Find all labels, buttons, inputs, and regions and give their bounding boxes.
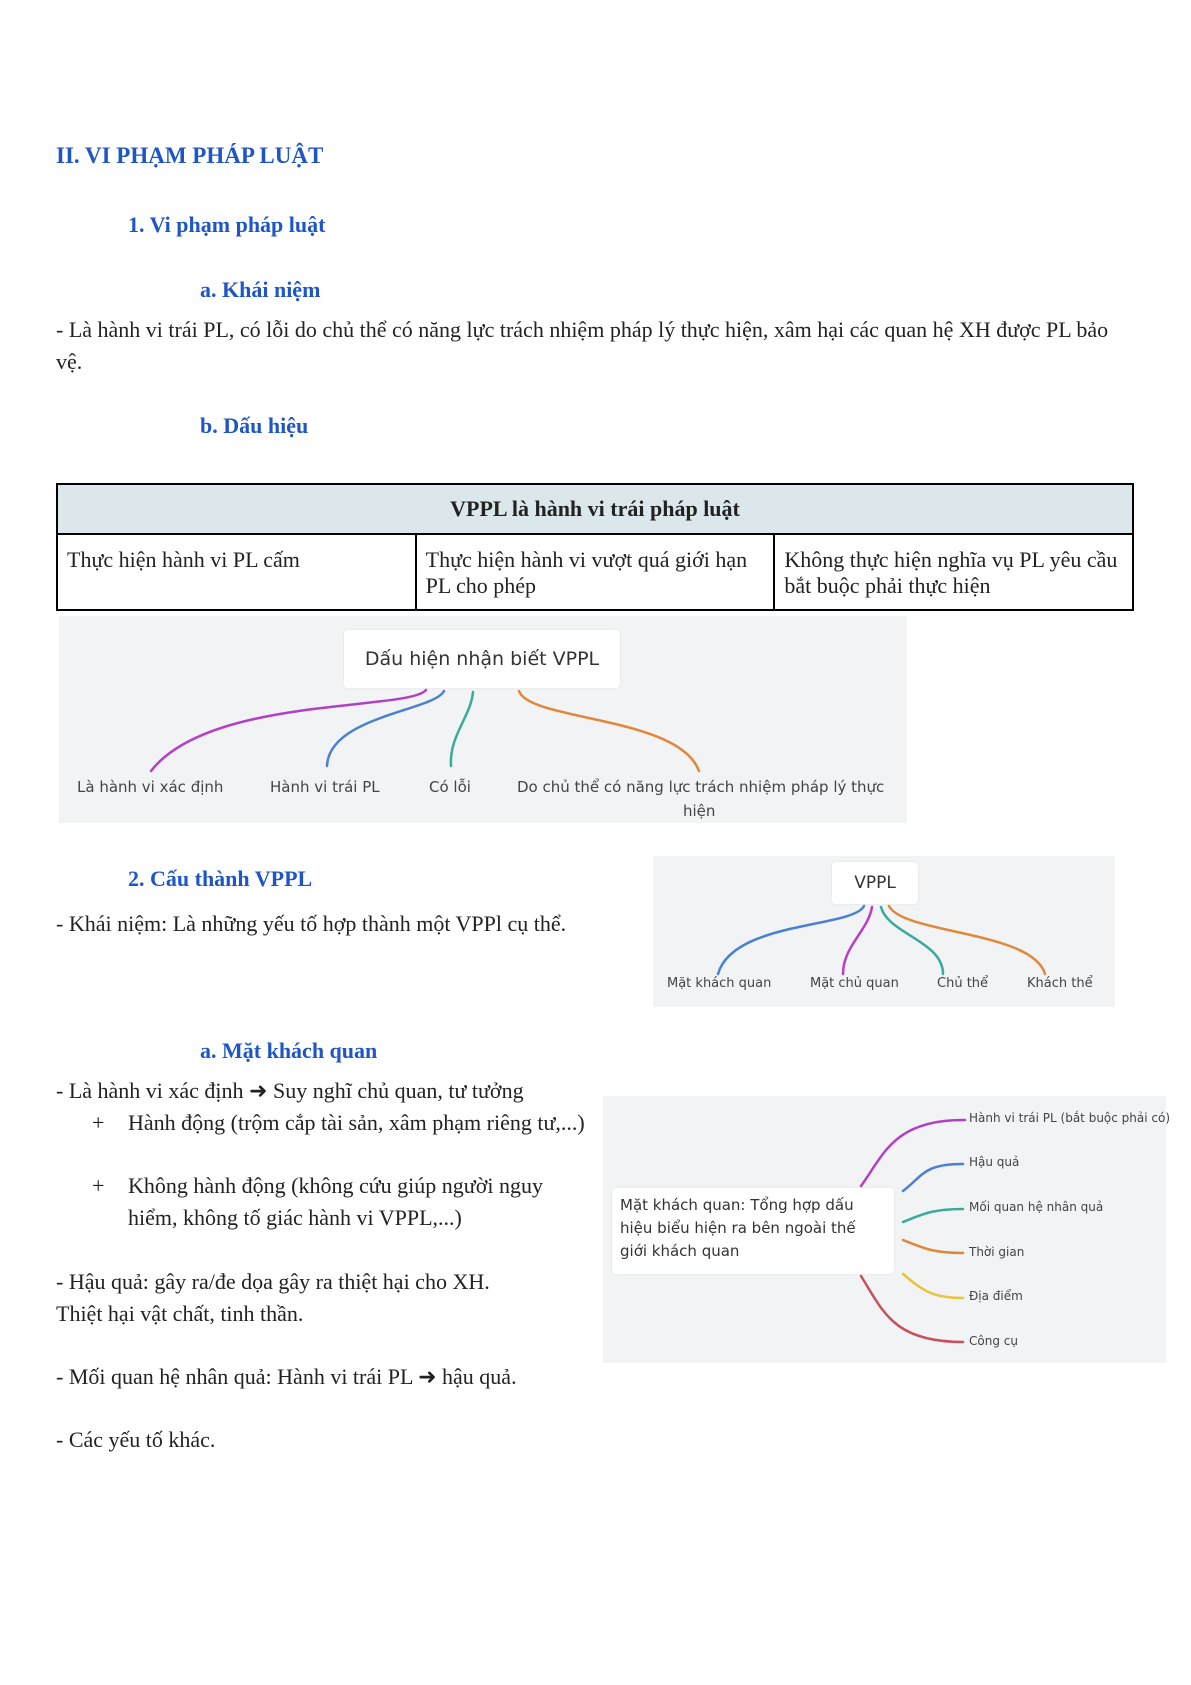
- mindmap-leaf: Địa điểm: [969, 1289, 1023, 1303]
- mindmap-root: VPPL: [832, 862, 918, 904]
- consequence-detail: Thiệt hại vật chất, tinh thần.: [56, 1301, 304, 1326]
- mindmap-leaf: Hành vi trái PL (bắt buộc phải có): [969, 1111, 1171, 1125]
- others-line: - Các yếu tố khác.: [56, 1427, 216, 1452]
- objective-bullet: [0, 1107, 600, 1171]
- table-header: VPPL là hành vi trái pháp luật: [57, 484, 1133, 534]
- concept-heading: a. Khái niệm: [200, 277, 321, 302]
- subsection-2-title: 2. Cấu thành VPPL: [128, 866, 313, 891]
- concept-text: - Là hành vi trái PL, có lỗi do chủ thể có năng lực trách nhiệm pháp lý thực hiện, xâm hại các quan hệ XH được PL bảo vệ.: [56, 317, 1109, 374]
- mindmap-leaf: Mối quan hệ nhân quả: [969, 1200, 1104, 1214]
- mindmap-leaf: Có lỗi: [429, 778, 471, 796]
- mindmap-leaf: Mặt chủ quan: [810, 976, 899, 991]
- mindmap-leaf: Chủ thể: [937, 976, 989, 991]
- table-cell: Thực hiện hành vi vượt quá giới hạn PL cho phép: [416, 534, 775, 610]
- consequence-line: - Hậu quả: gây ra/đe dọa gây ra thiệt hại cho XH.: [56, 1269, 490, 1294]
- mindmap-objective: [603, 1096, 1171, 1363]
- table-cell: Thực hiện hành vi PL cấm: [57, 534, 416, 610]
- mindmap-leaf: Khách thể: [1027, 976, 1093, 991]
- causal-line: - Mối quan hệ nhân quả: Hành vi trái PL ➜ hậu quả.: [56, 1364, 517, 1389]
- mindmap-signs: [59, 616, 907, 823]
- mindmap-root: Mặt khách quan: Tổng hợp dấu hiệu biểu hiện ra bên ngoài thế giới khách quan: [612, 1188, 894, 1274]
- mindmap-leaf: Hậu quả: [969, 1155, 1020, 1169]
- mindmap-leaf: hiện: [683, 802, 716, 820]
- section-title: II. VI PHẠM PHÁP LUẬT: [56, 143, 324, 168]
- subsection-1-title: 1. Vi phạm pháp luật: [128, 212, 326, 237]
- signs-heading: b. Dấu hiệu: [200, 413, 309, 438]
- bullet-marker: +: [92, 1110, 105, 1135]
- objective-bullet: [0, 1170, 600, 1234]
- mindmap-root: Dấu hiện nhận biết VPPL: [344, 630, 620, 688]
- mindmap-leaf: Mặt khách quan: [667, 976, 772, 991]
- bullet-text: Hành động (trộm cắp tài sản, xâm phạm riêng tư,...): [128, 1110, 585, 1135]
- mindmap-leaf: Thời gian: [969, 1245, 1025, 1259]
- signs-table: [56, 483, 1134, 611]
- mindmap-leaf: Công cụ: [969, 1334, 1018, 1348]
- table-cell: Không thực hiện nghĩa vụ PL yêu cầu bắt buộc phải thực hiện: [774, 534, 1133, 610]
- mindmap-leaf: Là hành vi xác định: [77, 778, 224, 796]
- objective-heading: a. Mặt khách quan: [200, 1038, 378, 1063]
- bullet-text: Không hành động (không cứu giúp người nguy hiểm, không tố giác hành vi VPPL,...): [128, 1173, 543, 1230]
- mindmap-leaf: Do chủ thể có năng lực trách nhiệm pháp lý thực: [517, 778, 885, 796]
- mindmap-structure: [653, 856, 1115, 1007]
- structure-concept: - Khái niệm: Là những yếu tố hợp thành một VPPl cụ thể.: [56, 911, 567, 936]
- bullet-marker: +: [92, 1173, 105, 1198]
- objective-line: - Là hành vi xác định ➜ Suy nghĩ chủ quan, tư tưởng: [56, 1078, 524, 1103]
- mindmap-leaf: Hành vi trái PL: [270, 778, 380, 796]
